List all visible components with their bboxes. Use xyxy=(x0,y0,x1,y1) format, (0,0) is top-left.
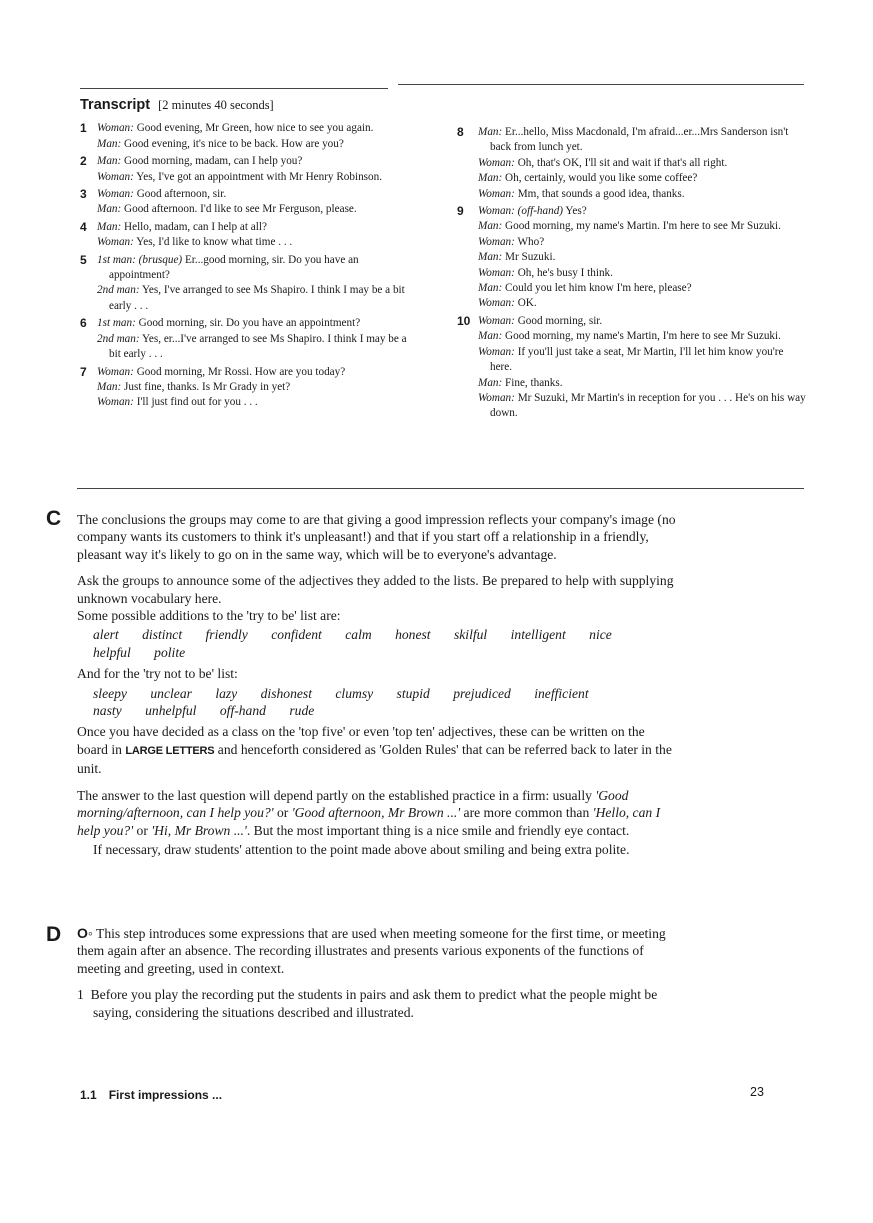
try-to-be-list xyxy=(77,626,653,661)
transcript-line xyxy=(97,283,415,314)
adjective-word: calm xyxy=(345,627,372,643)
adjective-word: unhelpful xyxy=(145,703,197,719)
transcript-line xyxy=(97,170,415,185)
speaker-label: Woman: xyxy=(97,365,134,378)
spoken-text: Yes, I'd like to know what time . . . xyxy=(133,236,293,249)
transcript-line xyxy=(478,250,807,265)
speaker-label: Man: xyxy=(478,220,503,233)
transcript-line xyxy=(478,125,807,156)
top-rule-right xyxy=(398,84,804,85)
transcript-item xyxy=(80,187,415,218)
section-c-paragraph-6: If necessary, draw students' attention to the point made above about smiling and being extra polite. xyxy=(93,841,630,857)
spoken-text: Good morning, madam, can I help you? xyxy=(121,155,303,168)
speaker-label: 1st man: (brusque) xyxy=(97,253,183,266)
adjective-word: skilful xyxy=(453,627,488,643)
speaker-label: Man: xyxy=(97,380,122,393)
transcript-line xyxy=(478,171,807,186)
spoken-text: Good morning, sir. xyxy=(514,314,603,327)
speaker-label: Woman: xyxy=(478,345,515,358)
transcript-line xyxy=(478,156,807,171)
spoken-text: Good afternoon, sir. xyxy=(133,188,227,201)
transcript-line xyxy=(97,121,415,136)
spoken-text: Oh, certainly, would you like some coffee? xyxy=(502,172,698,185)
transcript-line xyxy=(478,296,807,311)
spoken-text: Oh, he's busy I think. xyxy=(514,266,613,279)
transcript-duration: [2 minutes 40 seconds] xyxy=(158,98,274,112)
section-c-paragraph-1: The conclusions the groups may come to are that giving a good impression reflects your company's image (no company wants its customers to think it's unpleasant!) and that if you start off a relationship in a friendly, pleasant way it's likely to go on in the same way, which will be to everyone's advantage. xyxy=(77,512,676,562)
p5-quote-2: 'Good afternoon, Mr Brown ...' xyxy=(291,805,461,821)
spoken-text: If you'll just take a seat, Mr Martin, I'll let him know you're here. xyxy=(490,345,784,374)
transcript-line xyxy=(97,220,415,235)
speaker-label: Man: xyxy=(478,251,503,264)
transcript-item-number: 8 xyxy=(457,125,464,139)
transcript-item xyxy=(457,314,807,422)
speaker-label: 2nd man: xyxy=(97,284,140,297)
spoken-text: Just fine, thanks. Is Mr Grady in yet? xyxy=(121,380,291,393)
transcript-item xyxy=(80,121,415,152)
spoken-text: Yes? xyxy=(563,205,587,218)
p5-quote-1: 'Good morning/afternoon, can I help you?' xyxy=(77,787,629,821)
transcript-left-items xyxy=(80,121,415,410)
cassette-tape-icon: O◦ xyxy=(77,925,93,941)
spoken-text: Could you let him know I'm here, please? xyxy=(502,282,692,295)
spoken-text: Er...hello, Miss Macdonald, I'm afraid...er...Mrs Sanderson isn't back from lunch yet. xyxy=(490,126,789,154)
transcript-line xyxy=(478,187,807,202)
adjective-word: lazy xyxy=(215,685,238,701)
transcript-line xyxy=(478,281,807,296)
transcript-item-number: 9 xyxy=(457,204,464,219)
footer-section-number: 1.1 xyxy=(80,1088,97,1102)
transcript-bottom-rule xyxy=(77,488,804,489)
p5-text-b: are more common than xyxy=(460,805,593,821)
transcript-line xyxy=(478,219,807,234)
spoken-text: Mm, that sounds a good idea, thanks. xyxy=(514,187,685,200)
footer-section-title: First impressions ... xyxy=(108,1088,223,1102)
section-c-paragraph-4 xyxy=(77,723,677,777)
adjective-word: sleepy xyxy=(93,685,127,701)
adjective-word: clumsy xyxy=(335,685,374,701)
transcript-line xyxy=(97,187,415,202)
transcript-line xyxy=(478,345,807,376)
transcript-line xyxy=(97,137,415,152)
speaker-label: Man: xyxy=(97,203,122,216)
speaker-label: Woman: xyxy=(97,170,134,183)
speaker-label: Man: xyxy=(478,172,503,185)
p5-or-2: or xyxy=(133,822,152,838)
adjective-word: confident xyxy=(271,627,322,643)
adjective-word: helpful xyxy=(93,644,131,660)
transcript-item xyxy=(80,154,415,185)
transcript-line xyxy=(478,329,807,344)
spoken-text: Good morning, Mr Rossi. How are you today? xyxy=(133,365,346,378)
transcript-right-column xyxy=(457,125,807,424)
spoken-text: Er...good morning, sir. Do you have an appointment? xyxy=(109,253,359,282)
try-not-to-be-list xyxy=(77,685,653,720)
p4-text-b: and henceforth considered as 'Golden Rules' that can be referred back to later in the unit. xyxy=(77,741,672,777)
speaker-label: Man: xyxy=(478,376,503,389)
spoken-text: I'll just find out for you . . . xyxy=(133,396,258,409)
spoken-text: Yes, I've got an appointment with Mr Henry Robinson. xyxy=(133,170,383,183)
section-d-intro-text: This step introduces some expressions that are used when meeting someone for the first time, or meeting them again after an absence. The recording illustrates and presents various exponents of the functions of meeting and greeting, used in context. xyxy=(77,926,666,976)
transcript-item-number: 4 xyxy=(80,219,87,234)
transcript-line xyxy=(478,391,807,422)
transcript-item-number: 6 xyxy=(80,316,87,331)
transcript-item xyxy=(457,204,807,312)
transcript-line xyxy=(97,316,415,331)
speaker-label: 1st man: xyxy=(97,317,136,330)
transcript-line xyxy=(478,204,807,219)
transcript-line xyxy=(97,154,415,169)
transcript-item-number: 1 xyxy=(80,121,87,136)
adjective-word: unclear xyxy=(150,685,192,701)
transcript-line xyxy=(97,202,415,217)
speaker-label: Man: xyxy=(97,137,122,150)
p4-text-a: Once you have decided as a class on the 'top five' or even 'top ten' adjectives, these can be written on the board in xyxy=(77,724,645,757)
speaker-label: Man: xyxy=(97,220,122,233)
section-d-paragraph-1 xyxy=(77,925,677,977)
spoken-text: OK. xyxy=(514,297,537,310)
spoken-text: Who? xyxy=(514,235,545,248)
spoken-text: Fine, thanks. xyxy=(502,376,563,389)
transcript-heading xyxy=(80,98,415,113)
adjective-word: friendly xyxy=(205,627,248,643)
speaker-label: Man: xyxy=(478,282,503,295)
speaker-label: 2nd man: xyxy=(97,332,140,345)
speaker-label: Man: xyxy=(478,330,503,343)
speaker-label: Man: xyxy=(478,126,503,138)
transcript-item-number: 7 xyxy=(80,364,87,379)
section-c-paragraph-2a: Ask the groups to announce some of the adjectives they added to the lists. Be prepared to help with supplying unknown vocabulary here. xyxy=(77,573,674,606)
transcript-right-items xyxy=(457,125,807,422)
transcript-item-number: 3 xyxy=(80,187,87,202)
transcript-line xyxy=(478,266,807,281)
transcript-line xyxy=(478,235,807,250)
speaker-label: Woman: xyxy=(97,396,134,409)
spoken-text: Yes, er...I've arranged to see Ms Shapiro. I think I may be a bit early . . . xyxy=(109,332,407,361)
transcript-line xyxy=(478,314,807,329)
spoken-text: Mr Suzuki, Mr Martin's in reception for you . . . He's on his way down. xyxy=(490,391,806,420)
spoken-text: Good evening, it's nice to be back. How are you? xyxy=(121,137,344,150)
transcript-line xyxy=(97,235,415,250)
speaker-label: Woman: xyxy=(478,156,515,169)
p5-quote-3: 'Hello, can I help you?' xyxy=(77,805,661,838)
transcript-line xyxy=(97,395,415,410)
section-d-letter: D xyxy=(46,923,62,946)
transcript-item-number: 10 xyxy=(457,313,471,328)
transcript-item-number: 5 xyxy=(80,252,87,267)
adjective-word: nice xyxy=(589,627,612,643)
large-letters-text: LARGE LETTERS xyxy=(125,744,215,757)
spoken-text: Good morning, sir. Do you have an appointment? xyxy=(135,317,361,330)
speaker-label: Woman: xyxy=(478,187,515,200)
transcript-item xyxy=(80,220,415,251)
adjective-word: rude xyxy=(289,703,315,719)
spoken-text: Good afternoon. I'd like to see Mr Ferguson, please. xyxy=(121,203,357,216)
speaker-label: Man: xyxy=(97,155,122,168)
speaker-label: Woman: (off-hand) xyxy=(478,205,564,218)
transcript-item xyxy=(80,316,415,362)
footer-running-title xyxy=(80,1088,234,1102)
adjective-word: dishonest xyxy=(260,685,312,701)
step-number: 1 xyxy=(77,987,84,1003)
transcript-title: Transcript xyxy=(80,97,151,113)
transcript-line xyxy=(478,376,807,391)
transcript-line xyxy=(97,332,415,363)
top-rule-left xyxy=(80,88,388,89)
section-c-letter: C xyxy=(46,507,62,530)
spoken-text: Good morning, my name's Martin, I'm here to see Mr Suzuki. xyxy=(502,330,781,343)
transcript-item xyxy=(457,125,807,202)
adjective-word: alert xyxy=(93,627,119,643)
spoken-text: Good evening, Mr Green, how nice to see you again. xyxy=(133,122,374,135)
adjective-word: intelligent xyxy=(510,627,566,643)
p5-text-c: . But the most important thing is a nice smile and friendly eye contact. xyxy=(246,822,630,838)
transcript-left-column xyxy=(80,98,415,413)
speaker-label: Woman: xyxy=(478,391,515,404)
section-c-paragraph-2 xyxy=(77,572,677,624)
adjective-word: off-hand xyxy=(219,703,266,719)
section-d-body xyxy=(77,925,677,1030)
section-c-paragraph-5 xyxy=(77,787,677,839)
speaker-label: Woman: xyxy=(97,122,134,135)
section-c-body xyxy=(77,511,677,867)
section-c-paragraph-2b: Some possible additions to the 'try to be' list are: xyxy=(77,608,341,624)
adjective-word: nasty xyxy=(93,703,122,719)
speaker-label: Woman: xyxy=(478,314,515,327)
adjective-word: inefficient xyxy=(534,685,589,701)
transcript-item xyxy=(80,253,415,315)
adjective-word: stupid xyxy=(396,685,430,701)
spoken-text: Good morning, my name's Martin. I'm here to see Mr Suzuki. xyxy=(502,220,781,233)
speaker-label: Woman: xyxy=(478,297,515,310)
transcript-line xyxy=(97,253,415,284)
p5-quote-4: 'Hi, Mr Brown ...' xyxy=(151,822,247,838)
p5-or-1: or xyxy=(273,805,292,821)
spoken-text: Yes, I've arranged to see Ms Shapiro. I think I may be a bit early . . . xyxy=(109,284,405,312)
transcript-item xyxy=(80,365,415,411)
step-text: Before you play the recording put the students in pairs and ask them to predict what the people might be saying, considering the situations described and illustrated. xyxy=(90,987,658,1020)
speaker-label: Woman: xyxy=(97,188,134,201)
transcript-item-number: 2 xyxy=(80,154,87,169)
spoken-text: Mr Suzuki. xyxy=(502,251,556,264)
adjective-word: prejudiced xyxy=(453,685,511,701)
spoken-text: Hello, madam, can I help at all? xyxy=(121,220,267,233)
transcript-line xyxy=(97,365,415,380)
transcript-line xyxy=(97,380,415,395)
section-d-step-1 xyxy=(77,986,677,1021)
speaker-label: Woman: xyxy=(478,235,515,248)
adjective-word: honest xyxy=(395,627,431,643)
speaker-label: Woman: xyxy=(478,266,515,279)
p5-text-a: The answer to the last question will depend partly on the established practice in a firm: usually xyxy=(77,787,596,803)
speaker-label: Woman: xyxy=(97,236,134,249)
spoken-text: Oh, that's OK, I'll sit and wait if that's all right. xyxy=(514,156,728,169)
adjective-word: polite xyxy=(154,644,186,660)
adjective-word: distinct xyxy=(142,627,183,643)
section-c-paragraph-3: And for the 'try not to be' list: xyxy=(77,666,238,682)
page-number: 23 xyxy=(750,1085,764,1099)
